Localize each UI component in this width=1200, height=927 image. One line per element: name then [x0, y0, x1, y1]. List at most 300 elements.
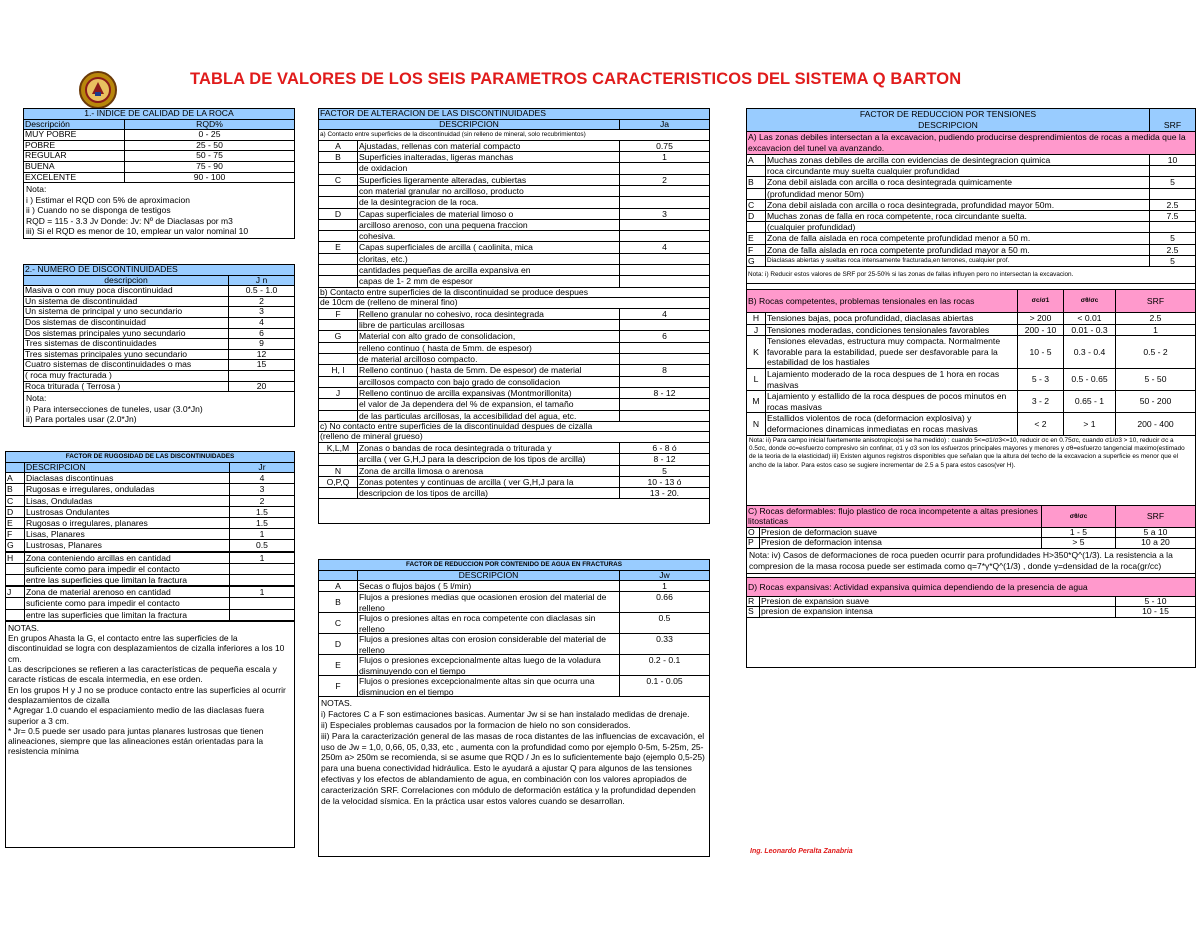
table-row	[319, 634, 709, 655]
table-cell: roca circundante muy suelta cualquier profundidad	[765, 166, 1149, 176]
table-row	[319, 265, 709, 276]
table-cell: D	[748, 211, 755, 222]
table-cell: < 2	[1017, 413, 1063, 434]
table-row	[747, 597, 1195, 608]
table-cell: O,P,Q	[326, 476, 350, 487]
table-row	[747, 222, 1195, 233]
table-row	[24, 371, 294, 382]
table-cell: N	[334, 465, 342, 476]
table-row	[319, 331, 709, 342]
table-cell: E	[748, 233, 754, 244]
ja-subheader-a: a) Contacto entre superficies de la discontinuidad (sin relleno de mineral, solo recubrimientos)	[319, 130, 709, 141]
jw-table	[318, 559, 710, 857]
table-cell: libre de particulas arcillosas	[357, 320, 619, 330]
table-row	[747, 189, 1195, 200]
table-cell: 15	[228, 360, 294, 370]
table-row	[319, 466, 709, 477]
table-cell: 5 - 3	[1017, 369, 1063, 390]
table-cell: C	[7, 495, 14, 506]
table-cell: 0 - 25	[124, 130, 294, 140]
table-row	[24, 360, 294, 371]
table-cell: 6	[228, 329, 294, 339]
table-cell	[319, 220, 357, 230]
table-cell: A	[7, 473, 13, 484]
table-cell: E	[7, 518, 13, 528]
table-cell	[319, 377, 357, 387]
note-line: * Agregar 1.0 cuando el espaciamiento medio de las diaclasas fuera superior a 3 cm.	[8, 705, 265, 726]
table-cell: D	[334, 208, 342, 219]
table-cell: N	[752, 418, 760, 429]
table-cell	[619, 354, 709, 364]
table-cell: 1 - 5	[1041, 528, 1115, 538]
srf-note-c: Nota: iv) Casos de deformaciones de roca pueden ocurrir para profundidades H>350*Q^(1/3). La resistencia a la compresion de la masa rocosa puede ser estimada como q=7*γ*Q^(1/3) , donde γ=densidad de la roca(gr/cc)	[747, 549, 1195, 574]
table-cell: 5	[1149, 177, 1195, 187]
table-cell	[619, 276, 709, 286]
table-cell: 1	[229, 529, 294, 539]
jw-notes	[319, 697, 709, 807]
srf-title: FACTOR DE REDUCCION POR TENSIONES DESCRIPCION SRF	[747, 109, 1195, 132]
rqd-notes	[24, 183, 294, 238]
table-cell: Relleno continuo ( hasta de 5mm. De espesor) de material	[357, 365, 619, 375]
table-cell	[319, 163, 357, 173]
table-cell: F	[335, 308, 341, 319]
table-cell	[6, 575, 24, 585]
table-cell: B	[7, 484, 13, 495]
table-cell: 0.75	[619, 141, 709, 151]
table-cell: 1	[229, 553, 294, 563]
table-row	[24, 382, 294, 393]
table-row	[319, 488, 709, 499]
table-cell: (profundidad menor 50m)	[765, 189, 1149, 199]
table-cell: Dos sistemas principales yuno secundario	[25, 328, 186, 338]
table-cell: cloritas, etc.)	[357, 254, 619, 264]
table-cell: 0.65 - 1	[1063, 391, 1115, 412]
table-cell	[747, 166, 765, 176]
table-cell	[619, 186, 709, 196]
table-cell: 6 - 8 ó	[619, 443, 709, 453]
table-row	[6, 496, 294, 507]
note-line: iii) Si el RQD es menor de 10, emplear un valor nominal 10	[26, 226, 249, 237]
table-row	[6, 610, 294, 621]
table-cell	[319, 254, 357, 264]
table-cell: G	[7, 540, 14, 551]
table-cell: 1.5	[229, 518, 294, 528]
table-cell: S	[748, 607, 754, 617]
table-row	[24, 297, 294, 308]
table-cell: Muchas zonas de falla en roca competente, roca circundante suelta.	[765, 211, 1149, 221]
table-cell: Tensiones moderadas, condiciones tensionales favorables	[765, 325, 1017, 336]
table-cell	[1149, 189, 1195, 199]
table-cell: entre las superficies que limitan la fractura	[24, 575, 229, 585]
table-cell: Roca triturada ( Terrosa )	[25, 381, 121, 391]
table-cell: 1	[229, 587, 294, 597]
table-cell: > 200	[1017, 313, 1063, 324]
table-cell	[1149, 166, 1195, 176]
table-row	[24, 286, 294, 297]
table-cell: H, I	[331, 365, 345, 376]
table-cell: 3	[619, 209, 709, 219]
ja-subheader-c2: (relleno de mineral grueso)	[319, 432, 709, 443]
table-row	[6, 507, 294, 518]
table-cell: ( roca muy fracturada )	[25, 370, 112, 380]
table-row	[319, 276, 709, 287]
table-row	[24, 162, 294, 173]
table-cell	[229, 610, 294, 620]
table-cell: Lisas, Onduladas	[24, 496, 229, 506]
table-cell: suficiente como para impedir el contacto	[24, 564, 229, 574]
table-cell: Zona de falla aislada en roca competente profundidad mayor a 50 m.	[765, 245, 1149, 255]
jw-title: FACTOR DE REDUCCION POR CONTENIDO DE AGUA EN FRACTURAS	[319, 560, 709, 571]
table-cell: BUENA	[25, 161, 55, 171]
table-cell: 200 - 10	[1017, 325, 1063, 336]
table-row	[747, 413, 1195, 435]
table-cell: 8 - 12	[619, 388, 709, 398]
table-cell: 5	[1149, 256, 1195, 266]
table-row	[319, 175, 709, 186]
table-cell: Zona debil aislada con arcilla o roca desintegrada quimicamente	[765, 177, 1149, 187]
table-cell: arcillosos compacto con bajo grado de consolidacion	[357, 377, 619, 387]
table-cell: Superficies ligeramente alteradas, cubiertas	[357, 175, 619, 185]
note-line: Las descripciones se refieren a las características de pequeña escala y caracte rísticas de escala intermedia, en ese orden.	[8, 664, 277, 685]
table-row	[319, 613, 709, 634]
table-cell: 0.33	[619, 634, 709, 654]
table-cell: Zona conteniendo arcillas en cantidad	[24, 553, 229, 563]
table-cell: 3	[229, 484, 294, 494]
table-cell: Flujos o presiones excepcionalmente altas luego de la voladura disminuyendo con el tiempo	[357, 655, 619, 675]
table-cell: O	[748, 527, 755, 537]
table-cell: H	[752, 313, 760, 324]
table-cell: 90 - 100	[124, 173, 294, 183]
ja-header: DESCRIPCION Ja	[319, 120, 709, 131]
table-cell: 4	[229, 473, 294, 483]
table-row	[747, 166, 1195, 177]
table-cell: Zona de arcilla limosa o arenosa	[357, 466, 619, 476]
table-cell: 25 - 50	[124, 141, 294, 151]
table-cell	[319, 197, 357, 207]
table-cell: M	[752, 396, 760, 407]
table-cell: > 5	[1041, 538, 1115, 548]
table-cell: 5 - 50	[1115, 369, 1195, 390]
table-cell: Lustrosas, Planares	[24, 540, 229, 550]
jn-notes	[24, 392, 294, 426]
table-cell	[619, 254, 709, 264]
table-cell	[229, 598, 294, 608]
table-cell	[6, 598, 24, 608]
note-line: ii ) Cuando no se disponga de testigos	[26, 205, 171, 216]
table-row	[319, 197, 709, 208]
rqd-header: Descripción RQD%	[24, 120, 294, 131]
table-cell: 3 - 2	[1017, 391, 1063, 412]
note-line: Nota:	[26, 184, 47, 195]
table-cell: D	[334, 639, 342, 650]
table-cell: B	[335, 597, 341, 608]
table-row	[24, 151, 294, 162]
table-cell: Relleno granular no cohesivo, roca desintegrada	[357, 309, 619, 319]
ja-subheader-b1: b) Contacto entre superficies de la discontinuidad se produce despues	[319, 288, 709, 299]
table-row	[319, 655, 709, 676]
table-cell	[747, 189, 765, 199]
jr-table	[5, 451, 295, 848]
table-cell: Tensiones bajas, poca profundidad, diaclasas abiertas	[765, 313, 1017, 324]
table-cell: Lustrosas Ondulantes	[24, 507, 229, 517]
table-cell: 2	[619, 175, 709, 185]
table-cell: el valor de Ja dependera del % de expansion, el tamaño	[357, 399, 619, 409]
table-cell: 0.01 - 0.3	[1063, 325, 1115, 336]
table-cell: 5 - 10	[1115, 597, 1195, 607]
table-row	[747, 325, 1195, 337]
table-row	[319, 309, 709, 320]
table-cell: 0.66	[619, 592, 709, 612]
table-cell	[619, 343, 709, 353]
table-cell: Rugosas o irregulares, planares	[24, 518, 229, 528]
table-row	[747, 200, 1195, 211]
table-cell	[6, 610, 24, 620]
table-row	[6, 518, 294, 529]
table-cell: 0.5	[619, 613, 709, 633]
table-cell: Superficies inalteradas, ligeras manchas	[357, 152, 619, 162]
table-row	[6, 473, 294, 484]
table-cell: Un sistema de principal y uno secundario	[25, 307, 183, 317]
table-cell: Un sistema de discontinuidad	[25, 296, 138, 306]
table-cell: J	[7, 587, 12, 598]
jn-title: 2.- NUMERO DE DISCONTINUIDADES	[24, 265, 294, 276]
table-row	[319, 343, 709, 354]
table-cell: EXCELENTE	[25, 172, 77, 182]
table-row	[319, 186, 709, 197]
table-cell: 75 - 90	[124, 162, 294, 172]
note-line: iii) Para la caracterización general de las masas de roca distantes de las influencias de excavación, el uso de Jw = 1,0, 0,66, 05, 0,33, etc , aumenta con la profundidad como por ejemplo 0-5m, 5-25m, 25-250m a> 250m se recomienda, si se asume que RQD / Jn es lo suficientemente bajo (ejemplo 0,5-25) para una buena conectividad hidráulica. Esto le ayudará a ajustar Q para algunos de las tensiones efectivas y los efectos de ablandamiento de agua, en combinación con los valores apropiados de caracterización SRF. Correlaciones con módulo de deformación estática y la profundidad dependen de la velocidad sísmica. En la práctica usar estos valores cuando se desarrollan.	[321, 730, 705, 806]
table-cell: suficiente como para impedir el contacto	[24, 598, 229, 608]
table-cell: 20	[228, 382, 294, 392]
table-cell: 5	[619, 466, 709, 476]
table-cell: 0.3 - 0.4	[1063, 336, 1115, 368]
table-cell	[619, 399, 709, 409]
srf-section-d: D) Rocas expansivas: Actividad expansiva quimica dependiendo de la presencia de agua	[747, 578, 1195, 597]
table-cell: (cualquier profundidad)	[765, 222, 1149, 232]
table-cell: A	[748, 155, 754, 165]
srf-note-b: Nota: ii) Para campo inicial fuertemente anisotropico(si se ha medido) : cuando 5<=σ1/σ3<=10, reducir σc en 0.75σc, cuando σ1/σ3 > 10, reducir σc a 0.5σc, donde σc=esfuerzo compresivo sin confinar, σ1 y σ3 son los esfuerzos principales mayores y menores y σθ=esfuerzo tangencial maximo(estimado de la teoria de la elasticidad) iii) Existen algunos registros disponibles que señalan que la altura del techo de la excavacion a superficie es menor que el ancho de la labor. Para estos caso se sugiere incrementar de 2.5 a 5 para estos casos(ver H).	[747, 436, 1195, 506]
table-cell	[619, 265, 709, 275]
table-row	[747, 245, 1195, 256]
table-cell: Presion de deformacion intensa	[759, 538, 1041, 548]
table-cell: 1	[1115, 325, 1195, 336]
table-cell: F	[748, 244, 754, 255]
table-cell: Cuatro sistemas de discontinuidades o mas	[25, 360, 192, 370]
table-cell: 4	[619, 242, 709, 252]
table-cell: 50 - 200	[1115, 391, 1195, 412]
table-row	[6, 553, 294, 564]
table-cell: 7.5	[1149, 211, 1195, 221]
table-cell	[319, 343, 357, 353]
note-line: NOTAS.	[321, 698, 353, 709]
note-line: En grupos Ahasta la G, el contacto entre las superficies de la discontinuidad se logra con desplazamientos de cizalla inferiores a los 10 cm.	[8, 633, 285, 664]
table-cell: Diaclasas abiertas y sueltas roca intensamente fracturada,en terrones, cualquier prof.	[765, 256, 1149, 266]
table-row	[747, 391, 1195, 413]
table-cell: 0.5 - 1.0	[228, 286, 294, 296]
table-row	[24, 173, 294, 184]
table-cell: R	[748, 596, 755, 606]
ja-subheader-c1: c) No contacto entre superficies de la discontinuidad despues de cizalla	[319, 422, 709, 433]
table-cell: 0.5 - 0.65	[1063, 369, 1115, 390]
table-cell: 1.5	[229, 507, 294, 517]
table-cell: Estallidos violentos de roca (deformacion explosiva) y deformaciones dinamicas inmediatas en rocas masivas	[765, 413, 1017, 434]
table-cell: 5	[1149, 233, 1195, 243]
table-row	[24, 329, 294, 340]
table-cell: 12	[228, 350, 294, 360]
table-cell: J	[753, 324, 759, 335]
table-cell: Muchas zonas debiles de arcilla con evidencias de desintegracion quimica	[765, 155, 1149, 165]
table-cell	[6, 564, 24, 574]
table-cell: K	[753, 346, 759, 357]
ja-subheader-b2: de 10cm de (relleno de mineral fino)	[319, 298, 709, 309]
table-cell	[319, 488, 357, 498]
table-row	[319, 320, 709, 331]
table-cell: 2	[229, 496, 294, 506]
table-cell: > 1	[1063, 413, 1115, 434]
table-cell: Diaclasas discontinuas	[24, 473, 229, 483]
table-cell	[619, 197, 709, 207]
table-row	[747, 369, 1195, 391]
table-cell: 8	[619, 365, 709, 375]
table-cell	[319, 399, 357, 409]
table-cell: Flujos a presiones medias que ocasionen erosion del material de relleno	[357, 592, 619, 612]
table-cell: Relleno continuo de arcilla expansivas (Montmorillonita)	[357, 388, 619, 398]
table-cell	[319, 454, 357, 464]
table-cell: 50 - 75	[124, 151, 294, 161]
table-cell	[619, 220, 709, 230]
table-cell	[319, 276, 357, 286]
table-row	[6, 564, 294, 575]
table-cell: 5 a 10	[1115, 528, 1195, 538]
table-cell: E	[335, 660, 341, 671]
table-cell: H	[7, 552, 14, 563]
table-row	[319, 141, 709, 152]
table-cell	[1149, 222, 1195, 232]
note-line: En los grupos H y J no se produce contacto entre las superficies al ocurrir desplazamientos de cizalla	[8, 684, 286, 705]
table-cell: Ajustadas, rellenas con material compacto	[357, 141, 619, 151]
table-cell: Tensiones elevadas, estructura muy compacta. Normalmente favorable para la estabilidad, puede ser desfavorable para la estabilidad de los hastiales	[765, 336, 1017, 368]
table-cell: 2.5	[1115, 313, 1195, 324]
srf-note-a: Nota: i) Reducir estos valores de SRF por 25-50% si las zonas de fallas influyen pero no intersectan la excavacion.	[747, 267, 1195, 284]
table-cell: Rugosas e irregulares, onduladas	[24, 484, 229, 494]
table-row	[319, 152, 709, 163]
table-cell: C	[334, 174, 342, 185]
table-cell: D	[7, 506, 14, 517]
table-cell	[319, 411, 357, 421]
table-cell: Capas superficiales de material limoso o	[357, 209, 619, 219]
table-row	[6, 484, 294, 495]
table-cell: de material arcilloso compacto.	[357, 354, 619, 364]
table-row	[319, 399, 709, 410]
table-cell: REGULAR	[25, 151, 67, 161]
table-cell: P	[748, 538, 754, 548]
table-cell: cantidades pequeñas de arcilla expansiva en	[357, 265, 619, 275]
jn-table	[23, 264, 295, 427]
table-cell: 0.5 - 2	[1115, 336, 1195, 368]
table-row	[24, 130, 294, 141]
table-cell: descripcion de los tipos de arcilla)	[357, 488, 619, 498]
table-cell	[319, 186, 357, 196]
table-row	[319, 220, 709, 231]
page-title: TABLA DE VALORES DE LOS SEIS PARAMETROS CARACTERISTICOS DEL SISTEMA Q BARTON	[190, 70, 962, 88]
table-row	[747, 177, 1195, 188]
note-line: i) Para intersecciones de tuneles, usar (3.0*Jn)	[26, 403, 203, 414]
note-line: ii) Especiales problemas causados por la formacion de hielo no son considerados.	[321, 719, 631, 730]
table-cell	[619, 320, 709, 330]
table-cell: F	[335, 681, 341, 692]
table-cell: Lajamiento y estallido de la roca despues de pocos minutos en rocas masivas	[765, 391, 1017, 412]
table-cell: C	[334, 618, 342, 629]
table-cell: presion de expansion intensa	[759, 607, 1115, 617]
table-row	[319, 676, 709, 697]
table-row	[319, 477, 709, 488]
srf-section-a: A) Las zonas debiles intersectan a la excavacion, pudiendo producirse desprendimientos de rocas a medida que la excavacion del tunel va avanzando.	[747, 132, 1195, 155]
table-cell: arcilla ( ver G,H,J para la descripcion de los tipos de arcilla)	[357, 454, 619, 464]
note-line: i ) Estimar el RQD con 5% de aproximacion	[26, 194, 190, 205]
table-cell: de las particulas arcillosas, la accesibilidad del agua, etc.	[357, 411, 619, 421]
table-cell: Zonas potentes y continuas de arcilla ( ver G,H,J para la	[357, 477, 619, 487]
table-cell: 1	[619, 152, 709, 162]
table-cell: E	[335, 242, 341, 253]
author-signature: Ing. Leonardo Peralta Zanabria	[750, 848, 853, 855]
table-cell: cohesiva.	[357, 231, 619, 241]
table-cell	[319, 231, 357, 241]
table-cell: B	[748, 177, 754, 188]
table-cell: 2.5	[1149, 200, 1195, 210]
note-line: i) Factores C a F son estimaciones basicas. Aumentar Jw si se han instalado medidas de drenaje.	[321, 709, 690, 720]
table-cell: Tres sistemas principales yuno secundario	[25, 349, 188, 359]
table-cell: L	[753, 374, 759, 385]
table-cell	[747, 222, 765, 232]
table-row	[747, 256, 1195, 267]
table-row	[6, 529, 294, 540]
srf-table	[746, 108, 1196, 668]
table-row	[6, 575, 294, 586]
table-cell: B	[335, 152, 341, 163]
table-row	[747, 233, 1195, 244]
note-line: RQD = 115 - 3.3 Jv Donde: Jv: Nº de Diaclasas por m3	[26, 215, 233, 226]
table-row	[319, 592, 709, 613]
table-cell: < 0.01	[1063, 313, 1115, 324]
table-cell: F	[7, 529, 13, 540]
table-cell: G	[334, 331, 342, 342]
table-row	[747, 211, 1195, 222]
table-cell	[619, 377, 709, 387]
table-cell: 1	[619, 581, 709, 591]
table-cell: A	[335, 140, 341, 151]
table-cell	[319, 265, 357, 275]
table-cell	[228, 371, 294, 381]
table-row	[6, 540, 294, 551]
table-row	[319, 365, 709, 376]
table-cell	[619, 231, 709, 241]
table-cell: Presion de expansion suave	[759, 597, 1115, 607]
table-cell: K,L,M	[326, 442, 350, 453]
ja-title: FACTOR DE ALTERACION DE LAS DISCONTINUIDADES	[319, 109, 709, 120]
table-row	[319, 388, 709, 399]
table-row	[747, 607, 1195, 618]
note-line: Nota:	[26, 393, 47, 404]
table-cell: de la desintegracion de la roca.	[357, 197, 619, 207]
jw-header: DESCRIPCION Jw	[319, 571, 709, 582]
table-cell	[319, 320, 357, 330]
table-row	[319, 231, 709, 242]
table-cell	[229, 575, 294, 585]
table-row	[319, 209, 709, 220]
table-cell: Zona debil aislada con arcilla o roca desintegrada, profundidad mayor 50m.	[765, 200, 1149, 210]
rqd-title: 1.- INDICE DE CALIDAD DE LA ROCA	[24, 109, 294, 120]
table-cell: Tres sistemas de discontinuidades	[25, 339, 157, 349]
